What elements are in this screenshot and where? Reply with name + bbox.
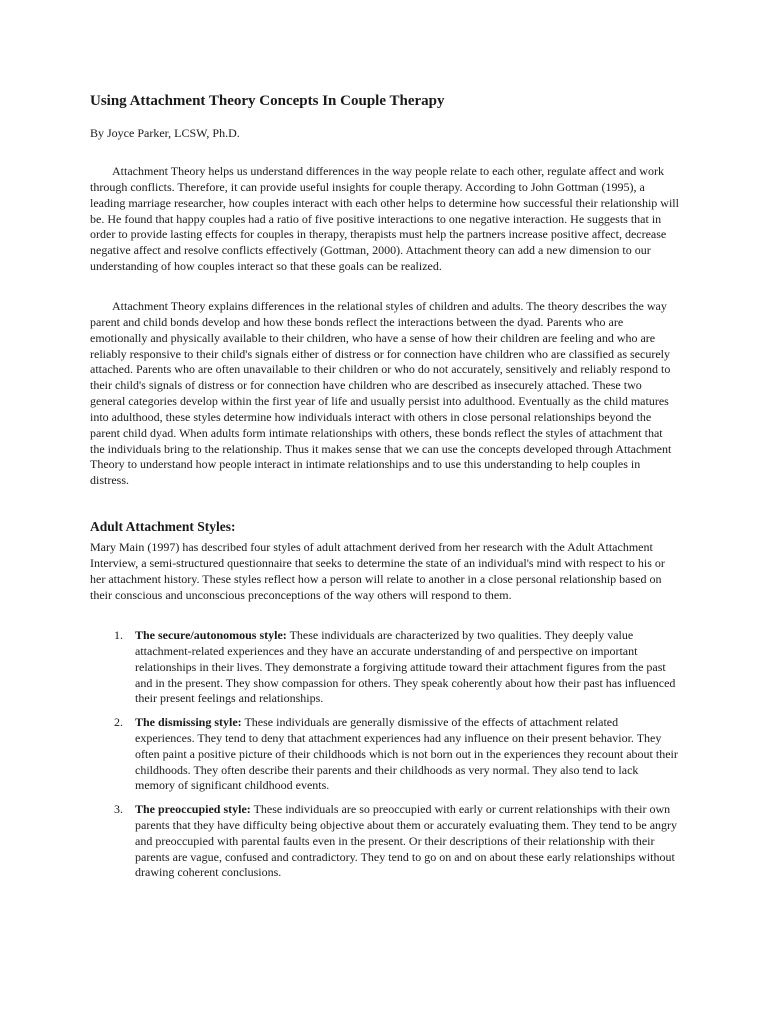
styles-intro-paragraph: Mary Main (1997) has described four styles of adult attachment derived from her research with the Adult Attachment Interview, a semi-structured questionnaire that seeks to determine the state of an individual's mind with respect to his or her attachment history. These styles reflect how a person will relate to another in a close personal relationship based on their conscious and unconscious preconceptions of the way others will respond to them. <box>90 540 665 602</box>
list-item-text: These individuals are so preoccupied with early or current relationships with their own parents that they have difficulty being objective about them or accurately evaluating them. They tend to be angry and preoccupied with parental faults even in the present. Or their descriptions of their relationship with their parents are vague, confused and contradictory. They tend to go on and on about these early relationships without drawing coherent conclusions. <box>135 802 678 880</box>
list-item-body <box>135 628 680 707</box>
list-item-number: 3. <box>114 802 123 816</box>
section-heading: Adult Attachment Styles: <box>90 519 236 534</box>
author-byline: By Joyce Parker, LCSW, Ph.D. <box>90 126 240 140</box>
list-item-number: 2. <box>114 715 123 729</box>
list-item-text: These individuals are characterized by two qualities. They deeply value attachment-related experiences and they have an accurate understanding of and perspective on important relationships in their lives. They demonstrate a forgiving attitude toward their attachment figures from the past and in the present. They show compassion for others. They speak coherently about how their past has influenced their present feelings and relationships. <box>135 628 676 706</box>
list-item-body <box>135 715 680 794</box>
theory-paragraph: Attachment Theory explains differences in the relational styles of children and adults. The theory describes the way parent and child bonds develop and how these bonds reflect the interactions between the dyad. Parents who are emotionally and physically available to their children, who have a sense of how their children are feeling and who are reliably responsive to their child's signals either of distress or for connection have children who are classified as securely attached. Parents who are often unavailable to their children or who do not accurately, sensitively and reliably respond to their child's signals of distress or for connection have children who are described as insecurely attached. These two general categories develop within the first year of life and usually persist into adulthood. Eventually as the child matures into adulthood, these styles determine how individuals interact with others in close personal relationships beyond the parent child dyad. When adults form intimate relationships with others, these bonds reflect the styles of attachment that the individuals bring to the relationship. Thus it makes sense that we can use the concepts developed through Attachment Theory to understand how people interact in intimate relationships and to use this understanding to help couples in distress. <box>90 299 672 488</box>
intro-paragraph: Attachment Theory helps us understand differences in the way people relate to each other, regulate affect and work through conflicts. Therefore, it can provide useful insights for couple therapy. According to John Gottman (1995), a leading marriage researcher, how couples interact with each other helps to determine how successful their relationship will be. He found that happy couples had a ratio of five positive interactions to one negative interaction. He suggests that in order to provide lasting effects for couples in therapy, therapists must help the partners increase positive affect, decrease negative affect and resolve conflicts effectively (Gottman, 2000). Attachment theory can add a new dimension to our understanding of how couples interact so that these goals can be realized. <box>90 164 679 274</box>
list-item-term: The secure/autonomous style: <box>135 628 287 642</box>
list-item-term: The dismissing style: <box>135 715 242 729</box>
document-title: Using Attachment Theory Concepts In Couple Therapy <box>90 93 445 109</box>
list-item-number: 1. <box>114 628 123 642</box>
list-item-text: These individuals are generally dismissive of the effects of attachment related experiences. They tend to deny that attachment experiences had any influence on their present behavior. They often paint a positive picture of their childhoods which is not born out in the experiences they recount about their childhoods. They often describe their parents and their childhoods as very normal. They also tend to lack memory of significant childhood events. <box>135 715 678 793</box>
list-item-body <box>135 802 680 881</box>
list-item-term: The preoccupied style: <box>135 802 251 816</box>
